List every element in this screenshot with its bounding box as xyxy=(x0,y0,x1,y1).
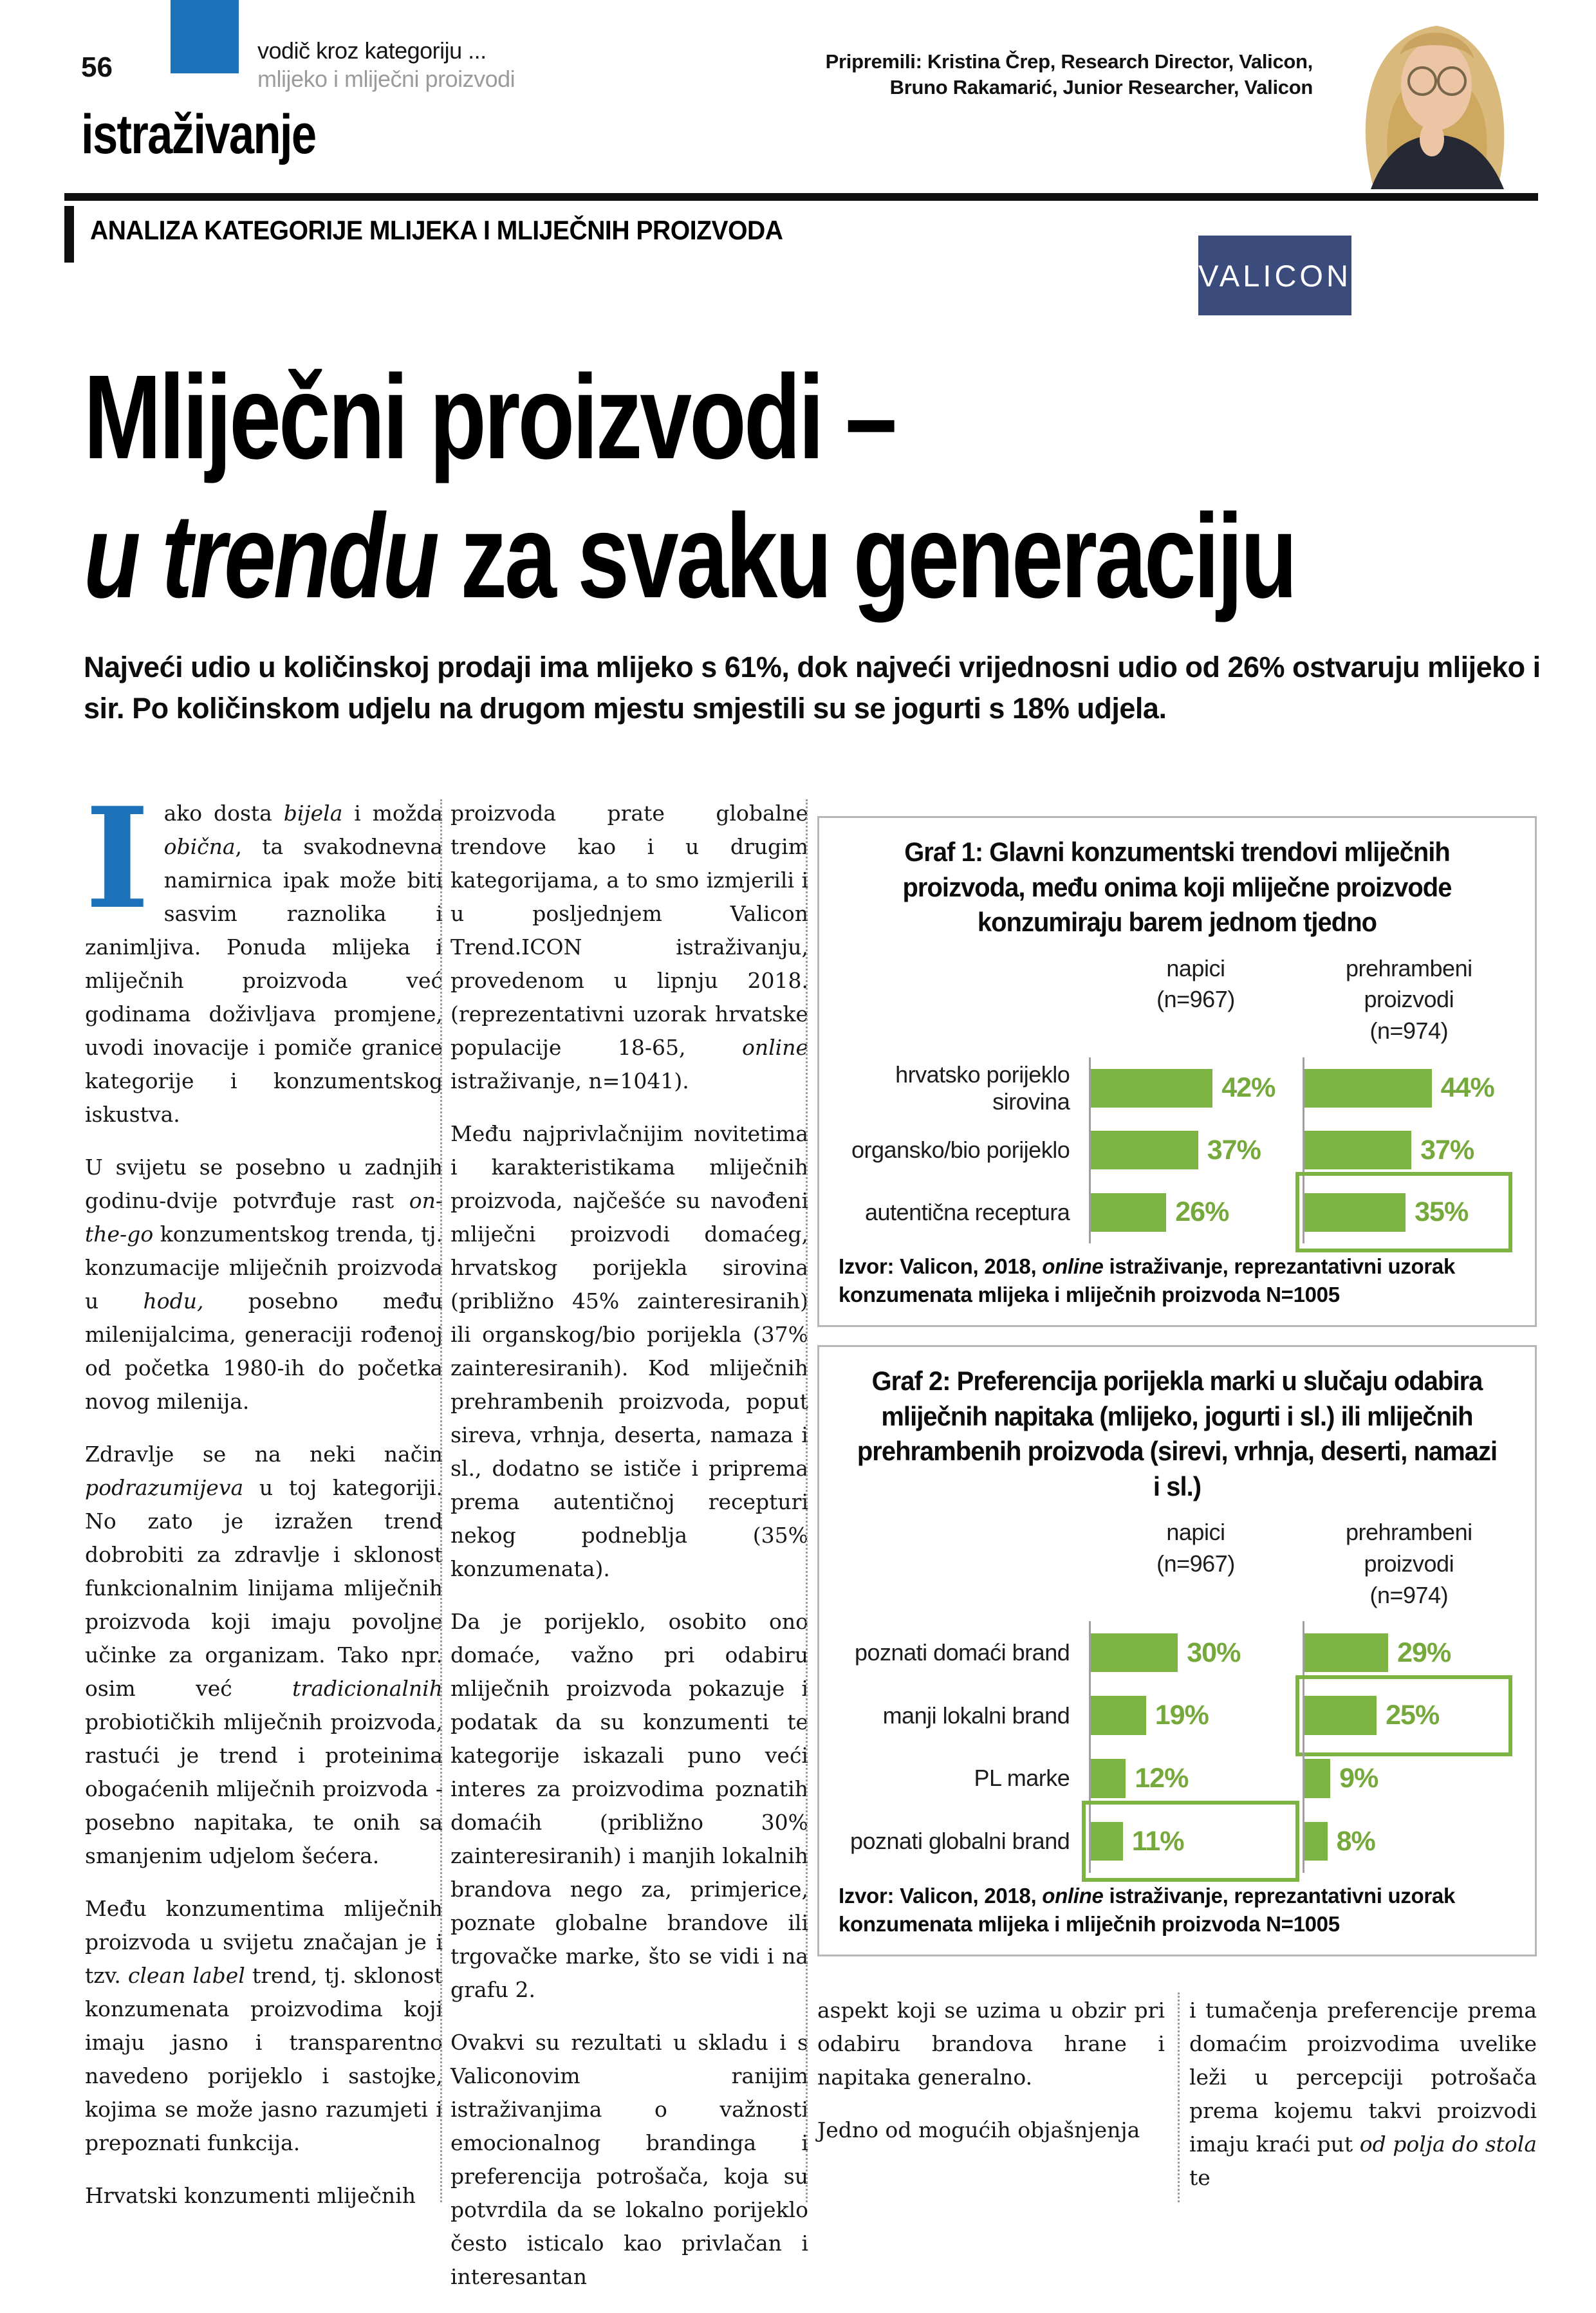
bar-cell xyxy=(1089,1810,1302,1873)
text-run: probiotičkih mliječnih proizvoda, rastući je trend i proteinima obogaćenih mliječnih proizvoda - posebno napitaka, te onih sa smanjenim udjelom šećera. xyxy=(85,1709,443,1868)
paragraph xyxy=(450,2026,808,2294)
bar-cell xyxy=(1303,1810,1516,1873)
text-run: te xyxy=(1189,2165,1211,2190)
column-header-label: prehrambeni proizvodi xyxy=(1345,1519,1472,1577)
section-label: istraživanje xyxy=(81,104,316,165)
text-run: Izvor: Valicon, 2018, xyxy=(839,1883,1043,1908)
bar-cell xyxy=(1303,1181,1516,1243)
bar-cell xyxy=(1089,1621,1302,1684)
chart-header-row xyxy=(839,953,1516,1047)
bar-value: 26% xyxy=(1175,1196,1229,1228)
italic-text: obična xyxy=(163,834,236,859)
chart-source xyxy=(839,1252,1516,1310)
column-header-label: napici xyxy=(1166,954,1225,981)
text-run: Ovakvi su rezultati u skladu i s Valiconovim ranijim istraživanjima o važnosti emocionalnog brandinga i preferencija potrošača, koja su potvrdila da se lokalno porijeklo često isticalo kao privlačan i interesantan xyxy=(450,2030,808,2289)
graf1-box xyxy=(817,816,1537,1327)
author-photo xyxy=(1335,3,1538,189)
italic-text: online xyxy=(1042,1883,1104,1908)
italic-text: online xyxy=(741,1035,808,1060)
text-run: i možda xyxy=(342,801,443,826)
bar-value: 12% xyxy=(1135,1762,1189,1794)
text-run: Među najprivlačnijim novitetima i karakteristikama mliječnih proizvoda, najčešće su navođeni mliječni proizvodi domaćeg, hrvatskog porijekla sirovina (približno 45% zainteresiranih) ili organskog/bio porijekla (37% zainteresiranih). Kod mliječnih prehrambenih proizvoda, poput sireva, vrhnja, deserta, namaza i sl., dodatno se ističe i priprema prema autentičnoj recepturi nekog podneblja (35% konzumenata). xyxy=(450,1121,808,1581)
author-photo-illustration xyxy=(1335,3,1538,189)
chart-row xyxy=(839,1621,1516,1684)
column-header-label: napici xyxy=(1166,1519,1225,1546)
bar-cell xyxy=(1089,1747,1302,1810)
chart-title: Graf 2: Preferencija porijekla marki u slučaju odabira mliječnih napitaka (mlijeko, jogurti i sl.) ili mliječnih prehrambenih proizvoda (sirevi, vrhnja, deserti, namazi i sl.) xyxy=(857,1366,1498,1501)
paragraph xyxy=(85,1892,443,2160)
chart-source xyxy=(839,1882,1516,1939)
paragraph xyxy=(450,1605,808,2007)
text-run: Zdravlje se na neki način xyxy=(85,1442,443,1467)
chart-row xyxy=(839,1747,1516,1810)
graf2-box xyxy=(817,1345,1537,1956)
bar-value: 42% xyxy=(1221,1072,1276,1104)
text-run: istraživanje, reprezantativni uzorak konzumenata mlijeka i mliječnih proizvoda N=1005 xyxy=(839,1254,1456,1307)
bar-cell xyxy=(1089,1119,1302,1181)
chart-row xyxy=(839,1181,1516,1243)
text-run: , ta svakodnevna namirnica ipak može biti sasvim raznolika i zanimljiva. Ponuda mlijeka i mliječnih proizvoda već godinama doživljava promjene, uvodi inovacije i pomiče granice kategorije i konzumentskog iskustva. xyxy=(85,834,443,1127)
text-run: aspekt koji se uzima u obzir pri odabiru brandova hrane i napitaka generalno. xyxy=(817,1998,1165,2090)
italic-text: od polja do stola xyxy=(1359,2132,1537,2157)
column-header-n: (n=967) xyxy=(1156,986,1235,1013)
italic-text: podrazumijeva xyxy=(85,1475,244,1500)
bar-cell xyxy=(1089,1181,1302,1243)
chart-row xyxy=(839,1119,1516,1181)
chart-header-row xyxy=(839,1517,1516,1611)
text-run: posebno među milenijalcima, generaciji rođenoj od početka 1980-ih do početka novog milenija. xyxy=(85,1288,443,1414)
headline-rest: za svaku generaciju xyxy=(437,490,1295,623)
text-run: Hrvatski konzumenti mliječnih xyxy=(85,2183,416,2208)
text-run: i tumačenja preferencije prema domaćim proizvodima uvelike leži u percepciji potrošača prema kojemu takvi proizvodi imaju kraći put xyxy=(1189,1998,1537,2157)
bar xyxy=(1091,1193,1166,1232)
column-header xyxy=(1089,1517,1302,1611)
bar-cell xyxy=(1303,1747,1516,1810)
italic-text: bijela xyxy=(283,801,343,826)
headline-line-1: Mliječni proizvodi – xyxy=(84,351,895,484)
text-run: Jedno od mogućih objašnjenja xyxy=(817,2117,1140,2142)
text-run: istraživanje, n=1041). xyxy=(450,1068,689,1093)
column-header xyxy=(1303,953,1516,1047)
kicker: ANALIZA KATEGORIJE MLIJEKA I MLIJEČNIH PROIZVODA xyxy=(90,215,783,245)
label-spacer xyxy=(839,1517,1089,1611)
article-column-2 xyxy=(450,797,808,2313)
bar xyxy=(1091,1069,1212,1108)
bar xyxy=(1304,1069,1432,1108)
paragraph xyxy=(1189,1994,1537,2195)
bar-value: 35% xyxy=(1415,1196,1469,1228)
column-header-n: (n=967) xyxy=(1156,1550,1235,1577)
bar-value: 19% xyxy=(1155,1700,1209,1731)
bar-cell xyxy=(1303,1119,1516,1181)
column-divider-2 xyxy=(806,799,808,2202)
label-spacer xyxy=(839,953,1089,1047)
bar xyxy=(1304,1633,1389,1673)
paragraph xyxy=(817,2113,1165,2147)
bar-cell xyxy=(1303,1621,1516,1684)
column-header xyxy=(1303,1517,1516,1611)
text-run: U svijetu se posebno u zadnjih godinu-dvije potvrđuje rast xyxy=(85,1155,443,1213)
credits-line-2: Bruno Rakamarić, Junior Researcher, Valicon xyxy=(889,76,1313,98)
bar xyxy=(1304,1193,1406,1232)
bar-value: 30% xyxy=(1187,1637,1241,1668)
text-run: u toj kategoriji. No zato je izražen trend dobrobiti za zdravlje i sklonost funkcionalnim linijama mliječnih proizvoda koji imaju povoljne učinke za organizam. Tako npr. osim već xyxy=(85,1475,443,1701)
paragraph xyxy=(85,1151,443,1418)
row-label: manji lokalni brand xyxy=(882,1702,1070,1729)
page-number: 56 xyxy=(81,51,113,83)
bar-value: 37% xyxy=(1207,1134,1261,1166)
row-label: autentična receptura xyxy=(865,1198,1070,1225)
article-column-3 xyxy=(817,1994,1165,2166)
chart-grid xyxy=(839,953,1516,1243)
text-run: trend, tj. sklonost konzumenata proizvodima koji imaju jasno i transparentno navedeno porijeklo i sastojke, kojima se može jasno razumjeti i prepoznati funkcija. xyxy=(85,1963,443,2155)
bar-value: 37% xyxy=(1420,1134,1474,1166)
column-header xyxy=(1089,953,1302,1047)
text-run: konzumentskog trenda, tj. konzumacije mliječnih proizvoda u xyxy=(85,1222,443,1314)
bar-value: 11% xyxy=(1131,1825,1184,1857)
chart-rows xyxy=(839,1621,1516,1873)
row-label: poznati domaći brand xyxy=(855,1639,1070,1666)
column-header-n: (n=974) xyxy=(1369,1581,1449,1608)
paragraph xyxy=(450,797,808,1098)
paragraph xyxy=(450,1117,808,1586)
text-run: Da je porijeklo, osobito ono domaće, važno pri odabiru mliječnih proizvoda pokazuje i podatak da su konzumenti te kategorije iskazali puno veći interes za proizvodima poznatih domaćih (približno 30% zainteresiranih) i manjih lokalnih brandova nego za, primjerice, poznate globalne brandove ili trgovačke marke, što se vidi i na grafu 2. xyxy=(450,1609,808,2002)
row-label: poznati globalni brand xyxy=(849,1828,1070,1855)
chart-grid xyxy=(839,1517,1516,1873)
text-run: proizvoda prate globalne trendove kao i u drugim kategorijama, a to smo izmjerili i u posljednjem Valicon Trend.ICON istraživanju, provedenom u lipnju 2018. (reprezentativni uzorak hrvatske populacije 18-65, xyxy=(450,801,808,1060)
article-column-1 xyxy=(85,777,443,2232)
text-run: istraživanje, reprezantativni uzorak konzumenata mlijeka i mliječnih proizvoda N=1005 xyxy=(839,1883,1456,1937)
bar xyxy=(1091,1131,1198,1169)
bar xyxy=(1091,1822,1123,1861)
bar-cell xyxy=(1303,1057,1516,1119)
chart-title: Graf 1: Glavni konzumentski trendovi mliječnih proizvoda, među onima koji mliječne proizvode konzumiraju barem jednom tjedno xyxy=(902,837,1452,938)
bar-value: 29% xyxy=(1397,1637,1451,1668)
article-column-4 xyxy=(1189,1994,1537,2214)
credits-line-1: Pripremili: Kristina Črep, Research Director, Valicon, xyxy=(825,50,1313,73)
bar xyxy=(1304,1822,1328,1861)
paragraph xyxy=(85,1438,443,1873)
text-run: ako dosta xyxy=(163,801,284,826)
chart-row xyxy=(839,1684,1516,1747)
italic-text: on-the-go xyxy=(85,1188,443,1247)
row-label: hrvatsko porijeklo sirovina xyxy=(895,1061,1070,1115)
italic-text: online xyxy=(1042,1254,1104,1278)
bar xyxy=(1304,1131,1412,1169)
valicon-logo-text: VALICON xyxy=(1198,258,1351,293)
bar-value: 25% xyxy=(1386,1700,1440,1731)
bar xyxy=(1304,1696,1377,1735)
chart-rows xyxy=(839,1057,1516,1243)
paragraph xyxy=(85,777,443,1131)
column-header-n: (n=974) xyxy=(1369,1017,1449,1044)
italic-text: clean label xyxy=(127,1963,245,1988)
row-label: PL marke xyxy=(974,1765,1070,1792)
valicon-logo xyxy=(1198,236,1351,315)
bar xyxy=(1091,1696,1146,1735)
text-run: Izvor: Valicon, 2018, xyxy=(839,1254,1043,1278)
paragraph xyxy=(817,1994,1165,2094)
headline-italic: u trendu xyxy=(84,490,438,623)
italic-text: tradicionalnih xyxy=(292,1676,443,1701)
row-label: organsko/bio porijeklo xyxy=(851,1137,1070,1164)
chart-row xyxy=(839,1057,1516,1119)
credits xyxy=(708,49,1313,100)
chart-row xyxy=(839,1810,1516,1873)
header-divider-rule xyxy=(64,193,1538,201)
bar xyxy=(1304,1759,1331,1798)
category-guide-title: vodič kroz kategoriju ... xyxy=(257,37,487,64)
drop-cap: I xyxy=(85,777,150,940)
column-header-label: prehrambeni proizvodi xyxy=(1345,954,1472,1013)
bar-value: 9% xyxy=(1339,1762,1378,1794)
header-accent-box xyxy=(171,0,239,73)
text-run: Među konzumentima mliječnih proizvoda u svijetu značajan je i tzv. xyxy=(85,1896,443,1988)
bar-value: 8% xyxy=(1336,1825,1375,1857)
bar xyxy=(1091,1633,1178,1673)
bar-cell xyxy=(1089,1057,1302,1119)
column-divider-3 xyxy=(1178,1993,1180,2202)
category-guide-subtitle: mlijeko i mliječni proizvodi xyxy=(257,66,515,92)
headline-line-2 xyxy=(84,490,1295,623)
lead-paragraph: Najveći udio u količinskoj prodaji ima mlijeko s 61%, dok najveći vrijednosni udio od 26% ostvaruju mlijeko i sir. Po količinskom udjelu na drugom mjestu smjestili su se jogurti s 18% udjela. xyxy=(84,651,1541,725)
bar-cell xyxy=(1089,1684,1302,1747)
bar-value: 44% xyxy=(1440,1072,1494,1104)
italic-text: hodu, xyxy=(143,1288,204,1314)
bar xyxy=(1091,1759,1126,1798)
paragraph xyxy=(85,2179,443,2213)
bar-cell xyxy=(1303,1684,1516,1747)
column-divider-1 xyxy=(440,799,442,2202)
kicker-accent-bar xyxy=(64,206,74,263)
